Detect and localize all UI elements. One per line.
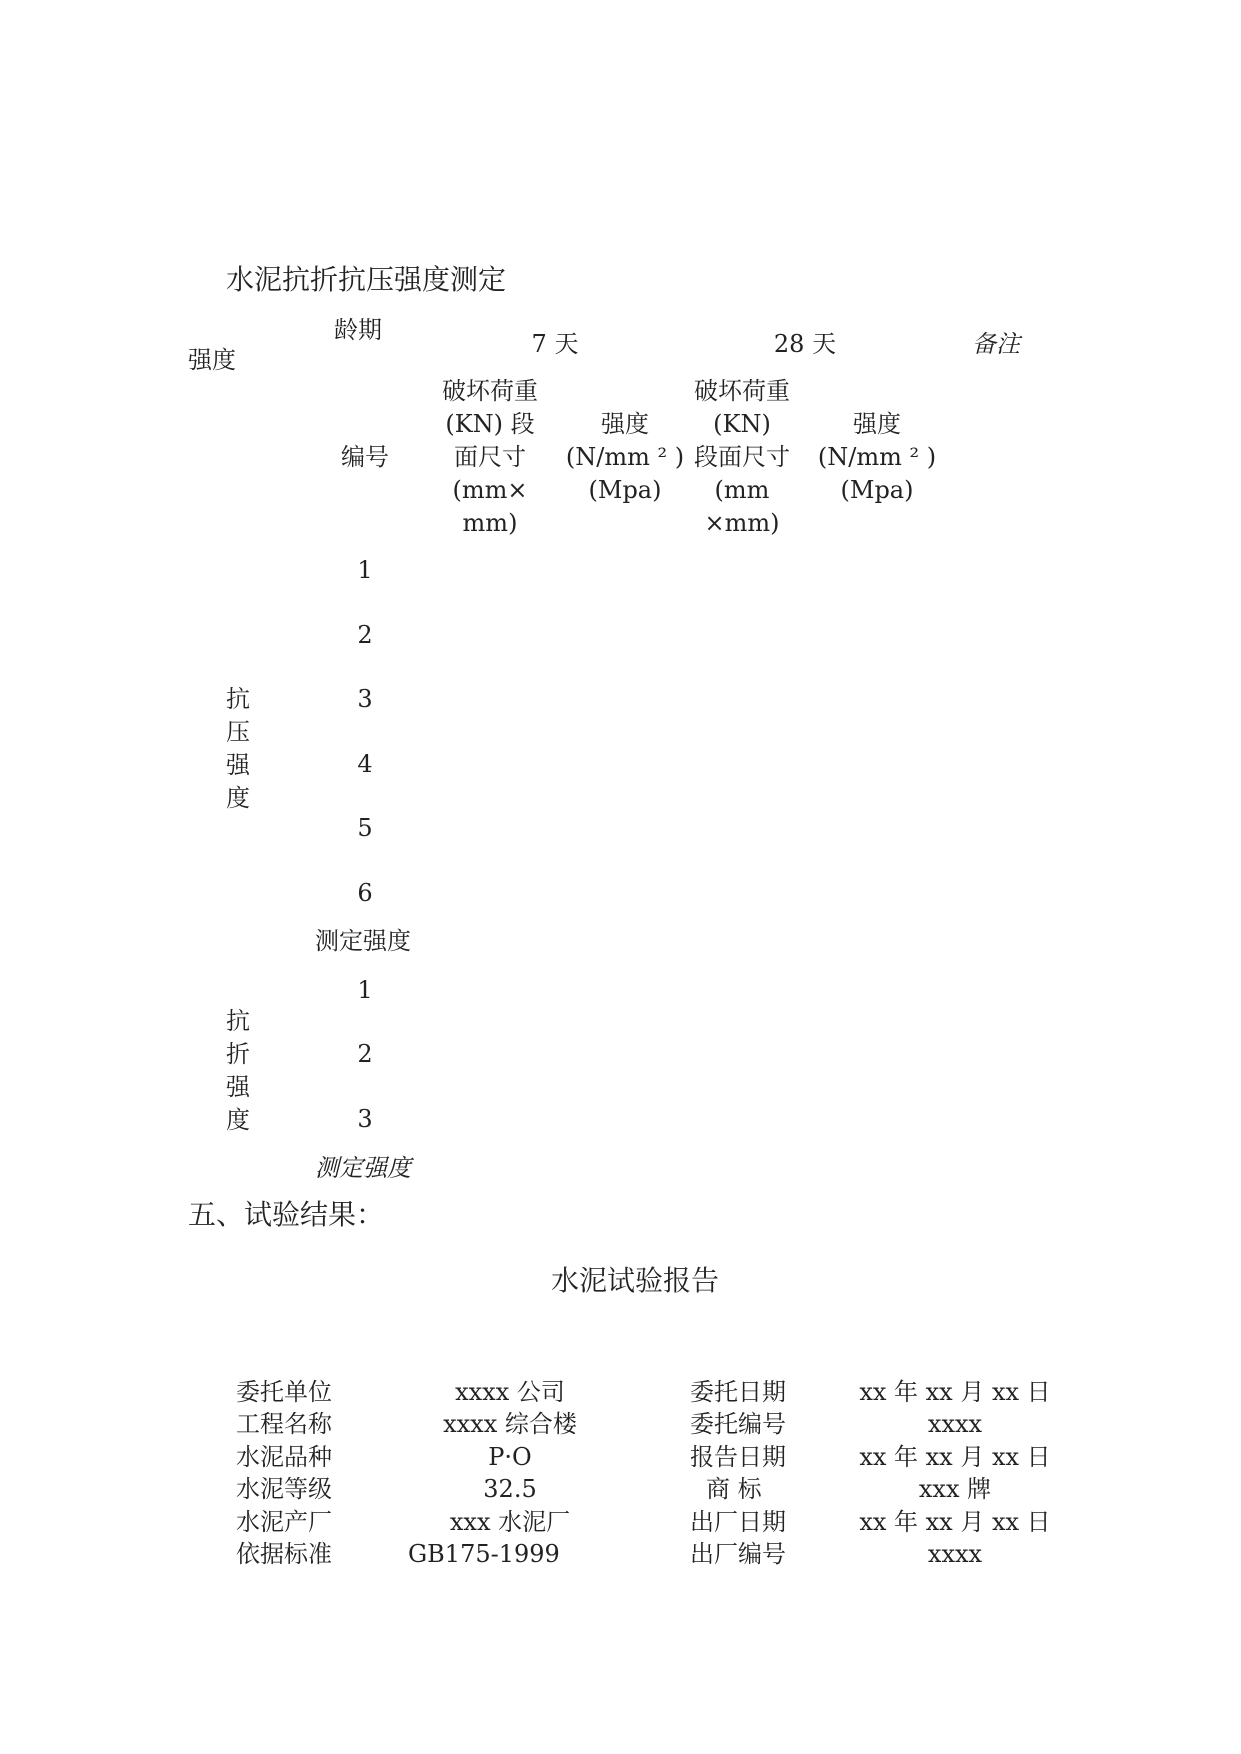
report-value: xxx 牌	[918, 1475, 992, 1503]
section-title: 水泥抗折抗压强度测定	[226, 263, 507, 296]
report-value: xxxx	[927, 1410, 983, 1438]
remark-header: 备注	[972, 330, 1020, 358]
report-label: 水泥等级	[236, 1475, 332, 1503]
report-label: 出厂编号	[690, 1540, 786, 1568]
report-value: xx 年 xx 月 xx 日	[859, 1378, 1051, 1406]
report-label: 依据标准	[236, 1540, 332, 1568]
report-value: xxxx 公司	[455, 1378, 565, 1406]
compressive-row-number: 4	[357, 750, 373, 778]
flexural-strength-label: 抗 折 强 度	[226, 1007, 250, 1134]
report-label: 报告日期	[690, 1443, 786, 1471]
compressive-row-number: 3	[357, 685, 373, 713]
flexural-measured-label: 测定强度	[315, 1154, 411, 1182]
report-label: 水泥产厂	[236, 1508, 332, 1536]
compressive-row-number: 5	[357, 814, 373, 842]
flexural-row-number: 3	[357, 1105, 373, 1133]
report-value: 32.5	[483, 1475, 537, 1503]
report-label: 出厂日期	[690, 1508, 786, 1536]
corner-strength-label: 强度	[188, 346, 236, 374]
results-heading: 五、试验结果：	[188, 1198, 385, 1231]
report-value: xxx 水泥厂	[449, 1508, 571, 1536]
strength-28-header: 强度 (N/mm ² ) (Mpa)	[817, 410, 937, 504]
report-title: 水泥试验报告	[550, 1264, 719, 1297]
compressive-row-number: 6	[357, 879, 373, 907]
report-value: GB175-1999	[408, 1540, 560, 1568]
compressive-measured-label: 测定强度	[315, 927, 411, 955]
strength-7-header: 强度 (N/mm ² ) (Mpa)	[565, 410, 685, 504]
report-label: 委托单位	[236, 1378, 332, 1406]
report-label: 工程名称	[236, 1410, 332, 1438]
compressive-strength-label: 抗 压 强 度	[226, 685, 250, 812]
report-value: xxxx	[927, 1540, 983, 1568]
number-label: 编号	[341, 443, 389, 471]
report-label: 委托编号	[690, 1410, 786, 1438]
report-label: 商 标	[706, 1475, 762, 1503]
load-28-header: 破坏荷重 (KN) 段面尺寸 (mm ×mm)	[694, 377, 790, 537]
report-value: P·O	[488, 1443, 532, 1471]
load-7-header: 破坏荷重 (KN) 段 面尺寸 (mm× mm)	[442, 377, 538, 537]
flexural-row-number: 2	[357, 1040, 373, 1068]
report-value: xx 年 xx 月 xx 日	[859, 1508, 1051, 1536]
report-value: xx 年 xx 月 xx 日	[859, 1443, 1051, 1471]
compressive-row-number: 1	[357, 556, 373, 584]
compressive-row-number: 2	[357, 621, 373, 649]
day7-header: 7 天	[531, 330, 579, 358]
corner-age-label: 龄期	[334, 316, 382, 344]
flexural-row-number: 1	[357, 976, 373, 1004]
day28-header: 28 天	[773, 330, 837, 358]
report-label: 委托日期	[690, 1378, 786, 1406]
report-value: xxxx 综合楼	[443, 1410, 577, 1438]
report-label: 水泥品种	[236, 1443, 332, 1471]
